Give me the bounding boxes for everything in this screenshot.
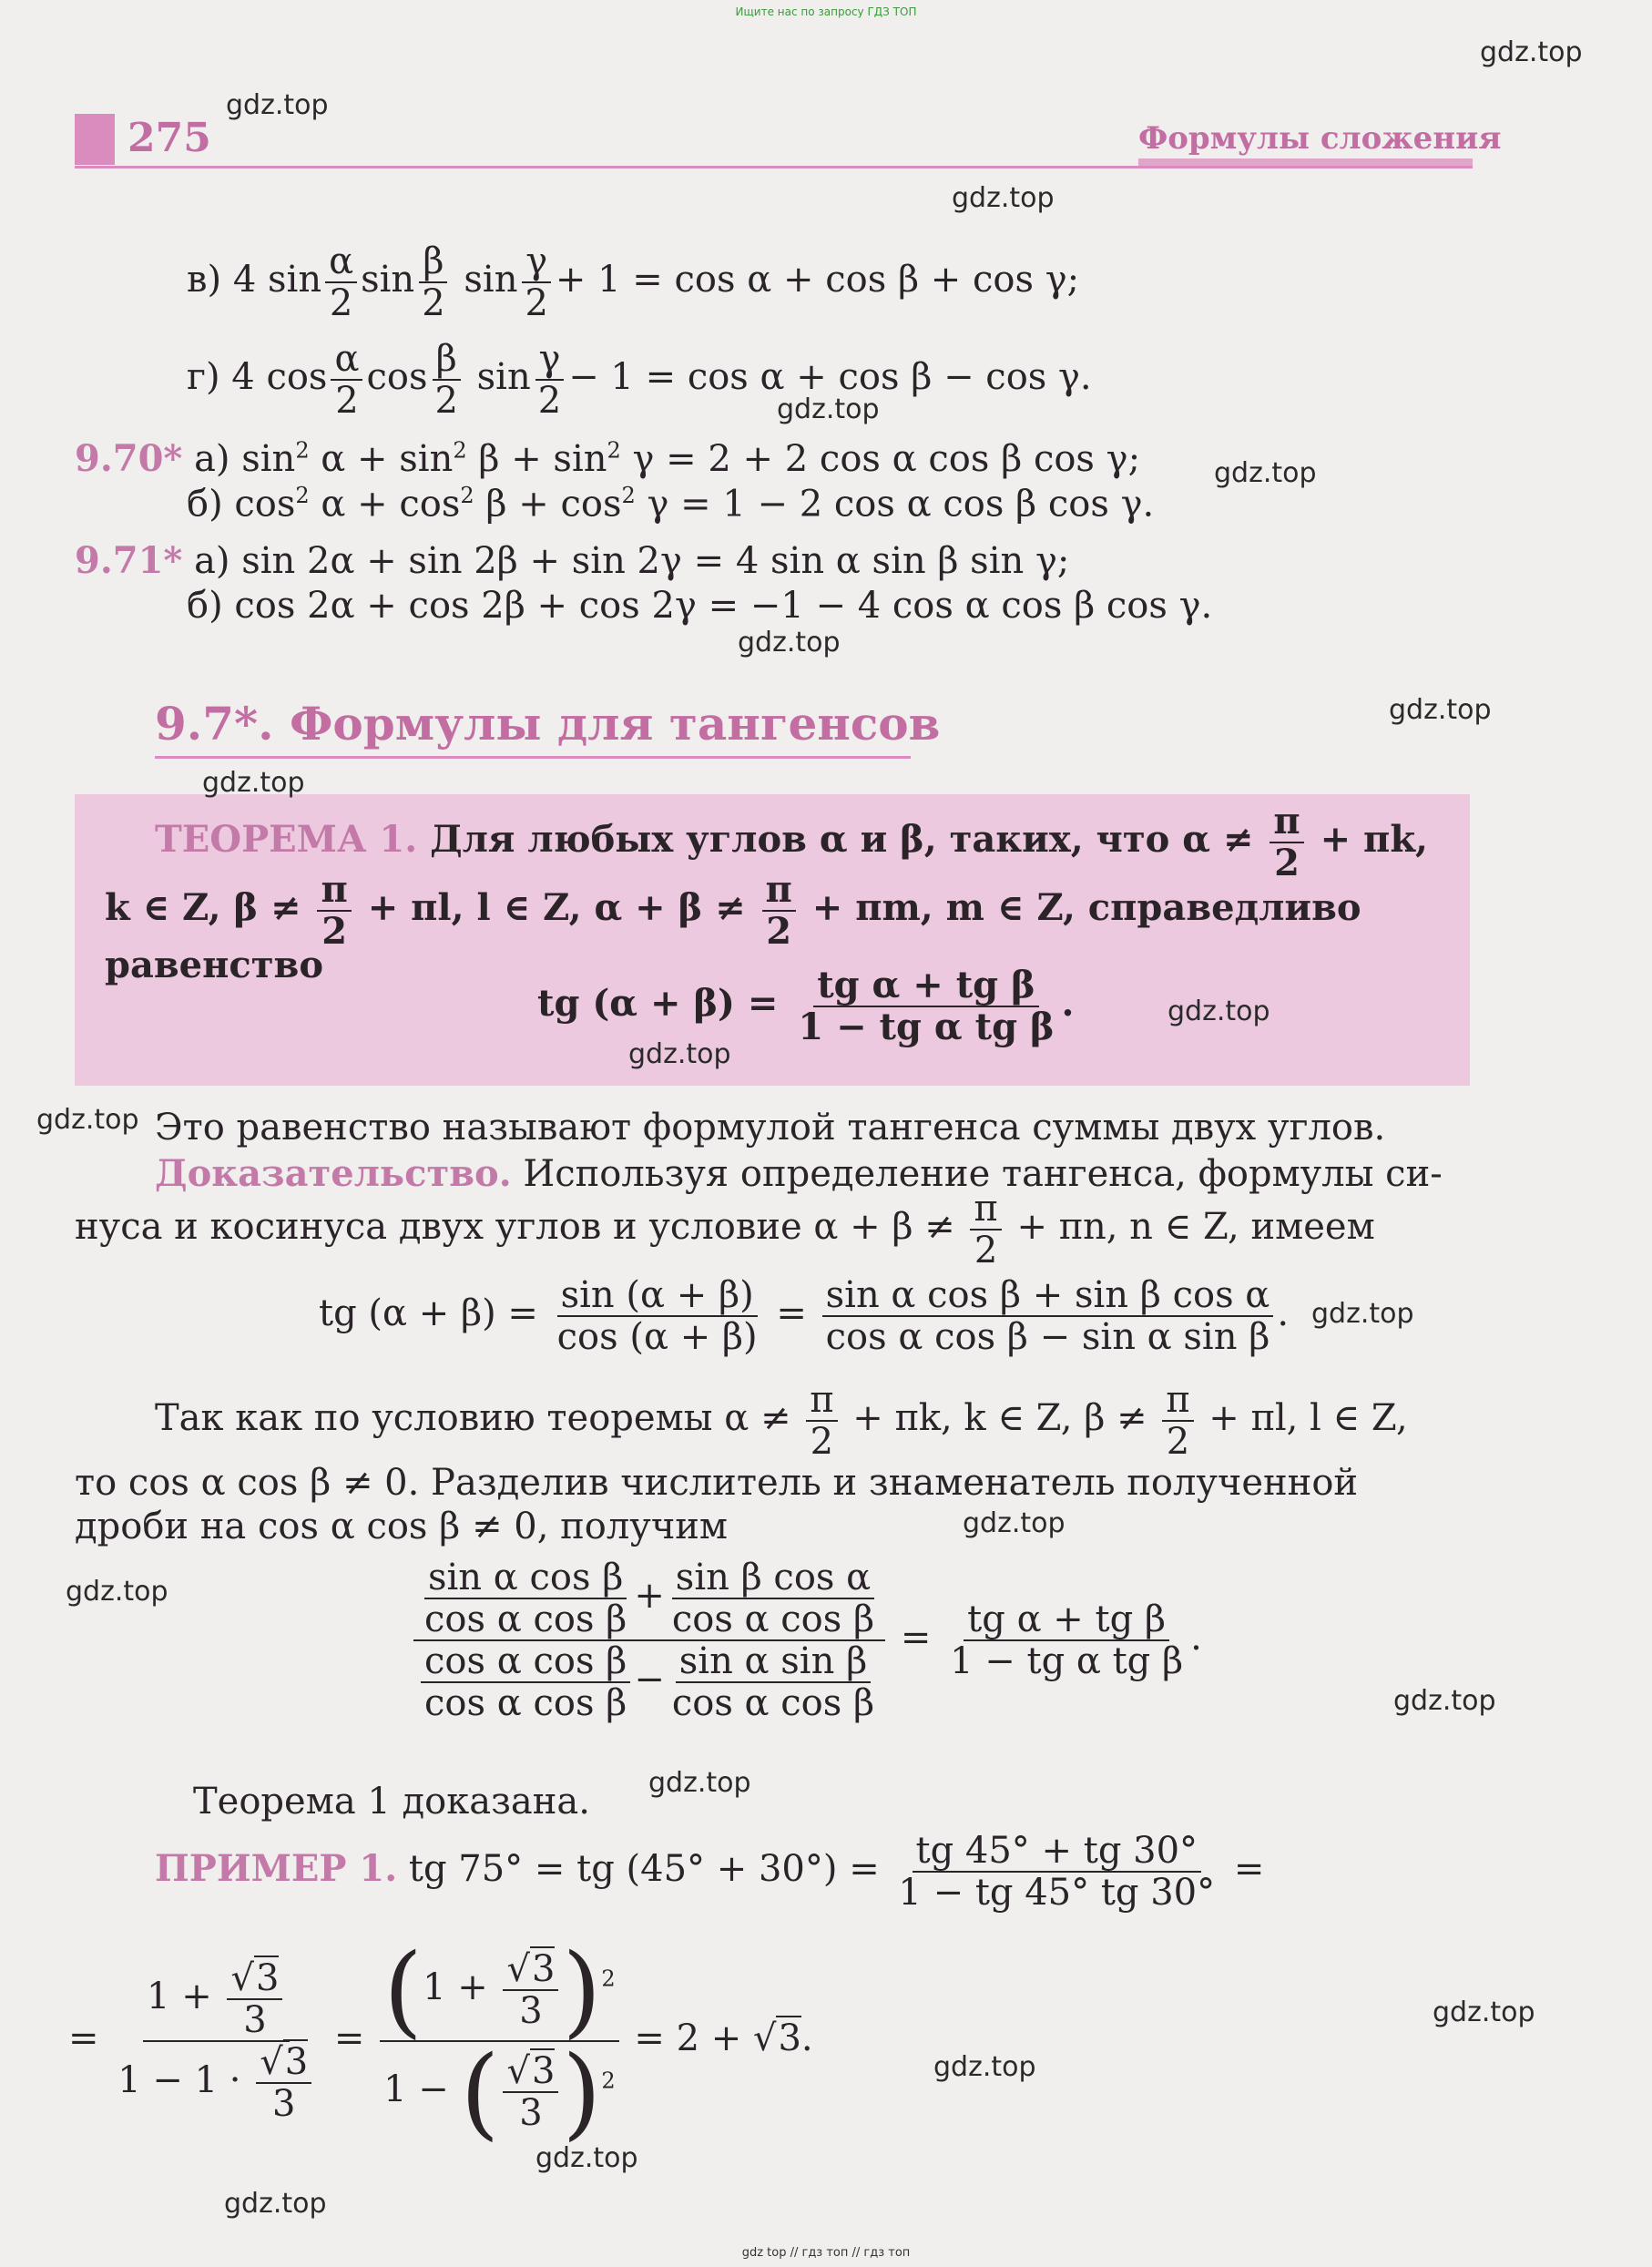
theorem-line-1: ТЕОРЕМА 1. Для любых углов α и β, таких, что α ≠ $\frac{\pi}{2}$ + πk, xyxy=(155,800,1428,884)
proof-line-1: Доказательство. Используя определение тангенса, формулы си- xyxy=(155,1152,1443,1195)
watermark: gdz.top xyxy=(1393,1685,1496,1717)
example-1-result: = 1 + $\frac{√3}{3}$ 1 − 1 · $\frac{√3}{3}$ = (1 + $\frac{√3}{3}$ )$^2$ 1 − ( $\frac{√3}{3}$ )$^2$ = 2 + √3. xyxy=(68,1932,813,2150)
watermark: gdz.top xyxy=(66,1576,168,1608)
proof-line-2: нуса и косинуса двух углов и условие α + β ≠ $\frac{\pi}{2}$ + πn, n ∈ Z, имеем xyxy=(75,1188,1375,1271)
bottom-note: gdz top // гдз топ // гдз топ xyxy=(741,2246,911,2260)
watermark: gdz.top xyxy=(933,2051,1036,2083)
watermark: gdz.top xyxy=(648,1767,751,1799)
page-marker xyxy=(75,114,115,165)
exercise-9-71-b: б) cos 2α + cos 2β + cos 2γ = −1 − 4 cos α cos β cos γ. xyxy=(187,585,1213,627)
watermark: gdz.top xyxy=(226,89,329,121)
proof-line-3: Так как по условию теоремы α ≠ $\frac{\pi}{2}$ + πk, k ∈ Z, β ≠ $\frac{\pi}{2}$ + πl, l ∈ Z, xyxy=(155,1379,1408,1463)
watermark: gdz.top xyxy=(224,2188,327,2220)
watermark: gdz.top xyxy=(1389,694,1492,726)
watermark: gdz.top xyxy=(628,1038,731,1070)
top-note: Ищите нас по запросу ГДЗ ТОП xyxy=(735,5,917,18)
watermark: gdz.top xyxy=(1168,996,1270,1027)
theorem-line-2: k ∈ Z, β ≠ $\frac{\pi}{2}$ + πl, l ∈ Z, α + β ≠ $\frac{\pi}{2}$ + πm, m ∈ Z, справедливо xyxy=(105,868,1361,953)
section-rule xyxy=(155,756,911,759)
proof-line-5: дроби на cos α cos β ≠ 0, получим xyxy=(75,1506,729,1547)
theorem-proved: Теорема 1 доказана. xyxy=(193,1781,590,1823)
watermark: gdz.top xyxy=(535,2142,638,2174)
theorem-line-3: равенство xyxy=(105,944,324,986)
watermark: gdz.top xyxy=(202,767,305,799)
proof-formula-1: tg (α + β) = $\frac{\sin (\alpha + \beta)}{\cos (\alpha + \beta)}$ = $\frac{\text{sin α cos β + sin β cos α}}{\text{cos α cos β − sin α sin β}}$ . xyxy=(319,1274,1290,1358)
watermark: gdz.top xyxy=(738,627,841,659)
section-title: 9.7*. Формулы для тангенсов xyxy=(155,697,941,751)
watermark: gdz.top xyxy=(963,1507,1066,1539)
page-number: 275 xyxy=(127,115,211,161)
exercise-9-70-a: 9.70* а) $\sin^2 \alpha + \sin^2 \beta + \sin^2 \gamma = 2 + 2$ cos α cos β cos γ; xyxy=(75,437,1141,480)
running-title: Формулы сложения xyxy=(1138,120,1502,157)
proof-line-4: то cos α cos β ≠ 0. Разделив числитель и знаменатель полученной xyxy=(75,1462,1359,1504)
paragraph-1: Это равенство называют формулой тангенса суммы двух углов. xyxy=(155,1107,1386,1149)
example-1: ПРИМЕР 1. tg 75° = tg (45° + 30°) = $\frac{tg 45^\circ + tg 30^\circ}{1 - tg 45^\circ tg 30^\circ}$ = xyxy=(155,1830,1265,1914)
watermark: gdz.top xyxy=(1433,1996,1535,2028)
watermark: gdz.top xyxy=(777,393,880,425)
watermark: gdz.top xyxy=(36,1104,139,1136)
watermark: gdz.top xyxy=(952,182,1055,214)
proof-formula-2: $\frac{\text{sin α cos β}}{\text{cos α cos β}}$ + $\frac{\text{sin β cos α}}{\text{cos α cos β}}$ $\frac{\text{cos α cos β}}{\text{cos α cos β}}$ − $\frac{\text{sin α sin β}}{\text{cos α cos β}}$ = $\frac{\text{tg α + tg β}}{\text{1 − tg α tg β}}$ . xyxy=(410,1557,1202,1723)
exercise-9-71-a: 9.71* а) sin 2α + sin 2β + sin 2γ = 4 sin α sin β sin γ; xyxy=(75,539,1070,582)
exercise-9-70-b: б) $\cos^2 \alpha + \cos^2 \beta + \cos^2 \gamma = 1 - 2$ cos α cos β cos γ. xyxy=(187,483,1155,526)
exercise-g: г) 4 cos $\frac{\alpha}{2}$ cos $\frac{\beta}{2}$ sin $\frac{\gamma}{2}$ − 1 = cos α + cos β − cos γ. xyxy=(187,338,1092,422)
watermark: gdz.top xyxy=(1311,1298,1414,1330)
header-rule xyxy=(75,166,1473,168)
exercise-v: в) 4 sin $\frac{\alpha}{2}$ sin $\frac{\beta}{2}$ sin $\frac{\gamma}{2}$ + 1 = cos α + cos β + cos γ; xyxy=(187,240,1080,324)
theorem-formula: tg (α + β) = $\frac{\text{tg α + tg β}}{\text{1 − tg α tg β}}$ . xyxy=(537,964,1075,1048)
watermark: gdz.top xyxy=(1480,36,1583,68)
watermark: gdz.top xyxy=(1214,457,1317,489)
